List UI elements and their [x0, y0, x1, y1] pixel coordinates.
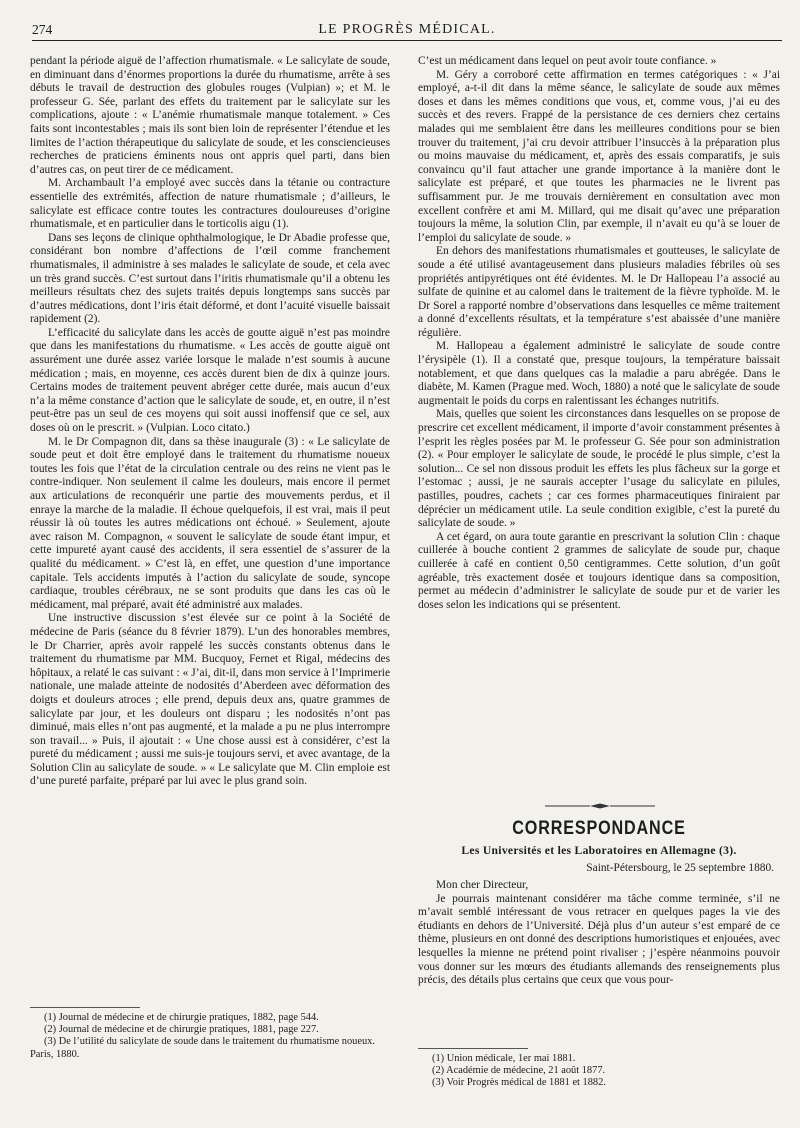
- salutation: Mon cher Directeur,: [436, 879, 529, 891]
- footnote: (3) De l’utilité du salicylate de soude dans le traitement du rhumatisme noueux. Paris, 1880.: [30, 1036, 375, 1060]
- paragraph: pendant la période aiguë de l’affection rhumatismale. « Le salicylate de soude, en diminuant dans d’énormes proportions la durée du rhumatisme, arrête à ses débuts le travail de destruction des globules rouges (Vulpian) »; et M. le professeur G. Sée, parlant des effets du traitement par le salicylate sur les complications, ajoute : « L’anémie rhumatismale manque totalement. » Ces faits sont incontestables ; mais ils sont bien loin de représenter l’étendue et les limites de l’action thérapeutique du salicylate de soude, et les consciencieuses recherches de praticiens éminents nous ont appris quel parti, dans bien d’autres cas, on peut tirer de ce médicament.: [30, 55, 390, 176]
- paragraph: En dehors des manifestations rhumatismales et goutteuses, le salicylate de soude a été utilisé avantageusement dans plusieurs maladies fébriles où ses propriétés antipyrétiques ont été évidentes. M. le Dr Hallopeau l’a associé au sulfate de quinine et au calomel dans le traitement de la fièvre typhoïde. M. le Dr Sorel a rapporté nombre d’observations dans lesquelles ce même traitement a donné d’excellents résultats, et la température s’est abaissée d’une manière régulière.: [418, 245, 780, 339]
- dateline: Saint-Pétersbourg, le 25 septembre 1880.: [586, 862, 774, 874]
- footnote: (2) Académie de médecine, 21 août 1877.: [432, 1065, 606, 1077]
- footnote-rule: [418, 1048, 528, 1049]
- paragraph: M. le Dr Compagnon dit, dans sa thèse inaugurale (3) : « Le salicylate de soude peut et doit être employé dans le traitement du rhumatisme noueux toutes les fois que l’état de la circulation centrale ou des reins ne vient pas le contre-indiquer. Non seulement il calme les douleurs, mais encore il permet aux articulations de reconquérir une partie des mouvements perdus, et il enraye la marche de la maladie. Il échoue quelquefois, il est vrai, mais il peut réussir là où toutes les autres médications ont échoué. » Seulement, ajoute avec raison M. Compagnon, « souvent le salicylate de soude étant impur, et cette impureté ayant causé des accidents, il sera essentiel de s’assurer de la qualité du médicament. » C’est là, en effet, une question d’une importance capitale. Tels accidents imputés à l’action du salicylate de soude, syncope cardiaque, troubles cérébraux, ne se sont produits que dans les cas où le médicament, mal préparé, avait été administré aux malades.: [30, 435, 390, 611]
- paragraph: M. Archambault l’a employé avec succès dans la tétanie ou contracture essentielle des extrémités, affection de nature rhumatismale ; d’ailleurs, le salicylate est efficace contre toutes les contractures douloureuses d’origine rhumatismale, et en particulier dans le torticolis aigu (1).: [30, 177, 390, 231]
- left-footnotes: [30, 1012, 390, 1061]
- footnote: (1) Union médicale, 1er mai 1881.: [432, 1053, 576, 1064]
- footnote: (1) Journal de médecine et de chirurgie pratiques, 1882, page 544.: [44, 1012, 319, 1023]
- paragraph: Je pourrais maintenant considérer ma tâche comme terminée, s’il ne m’avait semblé intéressant de vous retracer en quelques pages la vie des étudiants en dehors de l’Université. Déjà plus d’un auteur s’est emparé de ce thème, plusieurs en ont donné des descriptions humoristiques et enjouées, avec lesquelles la mienne ne prétend point rivaliser ; j’espère néanmoins pouvoir vous donner sur les mœurs des étudiants allemands des renseignements plus précis, des détails plus certains que ceux que vous pour-: [418, 892, 780, 987]
- ornament-divider: [545, 803, 655, 809]
- paragraph: A cet égard, on aura toute garantie en prescrivant la solution Clin : chaque cuillerée à bouche contient 2 grammes de salicylate de soude pur, chaque cuillerée à café en contient 0,50 centigrammes. Cette solution, d’un goût agréable, très exactement dosée et toujours identique dans sa composition, permet au médecin d’administrer le salicylate de soude pur et de varier les doses selon les indications qui se présentent.: [418, 530, 780, 611]
- paragraph: M. Géry a corroboré cette affirmation en termes catégoriques : « J’ai employé, a-t-il dit dans la même séance, le salicylate de soude aux mêmes doses et dans les mêmes conditions que vous, et, comme vous, j’ai eu des succès et des revers. Frappé de la persistance de ces derniers chez certains malades qui me semblaient être dans les meilleures conditions pour se bien trouver du traitement, j’ai cru devoir attribuer l’insuccès à la préparation plus ou moins mauvaise du médicament, et, après des essais comparatifs, je suis convaincu qu’il faut attacher une grande importance à la manière dont le salicylate est préparé, et que toutes les pharmacies ne le livrent pas suffisamment pur. Je me trouvais dernièrement en consultation avec mon excellent confrère et ami M. Millard, qui me disait qu’avec une préparation toujours la même, la solution Clin, par exemple, il n’avait eu qu’à se louer de l’emploi du salicylate de soude. »: [418, 68, 780, 244]
- right-footnotes: [418, 1053, 780, 1090]
- right-column: [418, 55, 780, 612]
- paragraph: C’est un médicament dans lequel on peut avoir toute confiance. »: [418, 55, 717, 67]
- section-heading: CORRESPONDANCE: [512, 818, 686, 839]
- footnote: (3) Voir Progrès médical de 1881 et 1882.: [432, 1077, 606, 1089]
- paragraph: Dans ses leçons de clinique ophthalmologique, le Dr Abadie professe que, considérant bon nombre d’affections de l’œil comme franchement rhumatismales, il administre à ses malades le salicylate de soude, et cela avec un très grand succès. C’est surtout dans l’iritis rhumatismale qu’il a obtenu les meilleurs résultats chez des sujets traités depuis longtemps sans succès par d’autres médications, dont l’iris était déformé, et dont l’acuité visuelle baissait rapidement (2).: [30, 231, 390, 326]
- page-header: [32, 22, 782, 40]
- paragraph: Mais, quelles que soient les circonstances dans lesquelles on se propose de prescrire cet excellent médicament, il importe d’avoir constamment présentes à l’esprit les règles posées par M. le professeur G. Sée pour son administration (2). « Pour employer le salicylate de soude, le procédé le plus simple, c’est la solution... Ce sel non dissous produit les effets les plus fâcheux sur la gorge et l’estomac ; aussi, je ne saurais accepter l’usage du salicylate en pilules, pastilles, poudres, cachets ; car ces formes pharmaceutiques finiraient par déprécier un médicament utile. La seule condition exigible, c’est la pureté du salicylate de soude. »: [418, 408, 780, 530]
- correspondance-body: [418, 879, 780, 988]
- footnote: (2) Journal de médecine et de chirurgie pratiques, 1881, page 227.: [44, 1024, 319, 1036]
- paragraph: M. Hallopeau a également administré le salicylate de soude contre l’érysipèle (1). Il a constaté que, presque toujours, la température baissait notablement, et que dans quelques cas la maladie a paru abrégée. Dans le diabète, M. Kamen (Prague med. Woch, 1880) a noté que le salicylate de soude augmentait le poids du corps en ralentissant les échanges nutritifs.: [418, 340, 780, 407]
- left-column: [30, 55, 390, 789]
- footnote-rule: [30, 1007, 140, 1008]
- page-number: 274: [32, 22, 53, 37]
- journal-title: LE PROGRÈS MÉDICAL.: [318, 22, 496, 37]
- section-subheading: Les Universités et les Laboratoires en Allemagne (3).: [461, 844, 737, 857]
- paragraph: L’efficacité du salicylate dans les accès de goutte aiguë n’est pas moindre que dans les manifestations du rhumatisme. « Les accès de goutte aiguë ont assurément une durée assez variée lorsque le malade n’est soumis à aucune médication ; mais, en moyenne, ces accès durent bien de dix à quinze jours. Certains modes de traitement peuvent abréger cette durée, mais aucun d’eux n’a la même constance d’action que le salicylate de soude, et, en outre, il n’est peut-être pas un seul de ces moyens qui soit aussi inoffensif que ce sel, aux doses où on le prescrit. » (Vulpian. Loco citato.): [30, 326, 390, 435]
- header-rule: [32, 40, 782, 41]
- paragraph: Une instructive discussion s’est élevée sur ce point à la Société de médecine de Paris (séance du 8 février 1879). L’un des honorables membres, le Dr Charrier, après avoir rappelé les succès constants obtenus dans le traitement du rhumatisme par MM. Bucquoy, Fernet et Rigal, médecins des hôpitaux, a relaté le cas suivant : « J’ai, dit-il, dans mon service à l’Imprimerie nationale, une malade atteinte de nodosités d’Aberdeen avec déformation des doigts et douleurs atroces ; elle prend, depuis deux ans, quatre grammes de salicylate par jour, et les douleurs ont disparu ; les nodosités n’ont pas diminué, mais elles n’ont pas augmenté, et la malade a pu ne plus interrompre son travail... » Puis, il ajoutait : « Une chose aussi est à considérer, c’est la pureté du médicament ; aussi me suis-je toujours servi, et avec avantage, de la Solution Clin au salicylate de soude. » « Le salicylate que M. Clin emploie est d’une pureté parfaite, préparé par lui avec le plus grand soin.: [30, 612, 390, 788]
